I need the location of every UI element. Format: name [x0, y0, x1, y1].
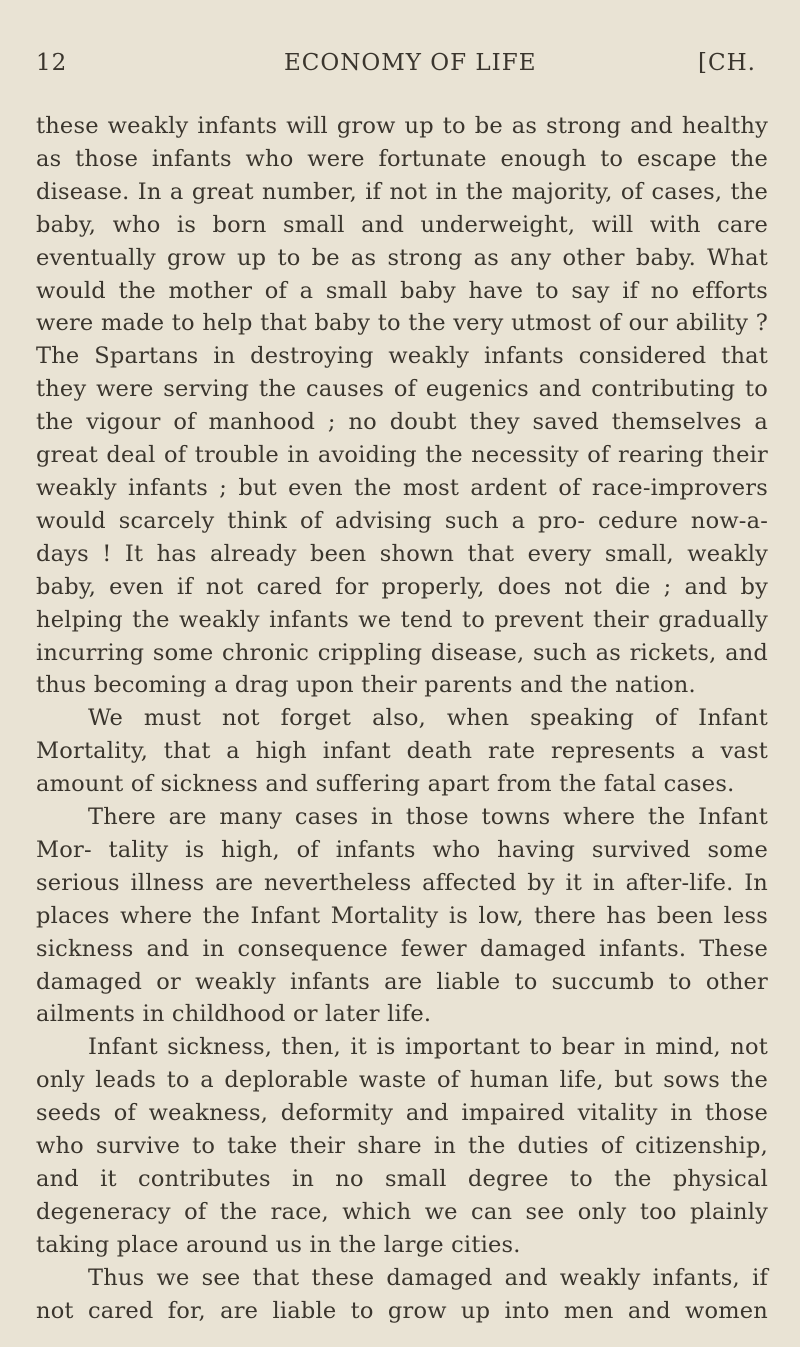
paragraph: these weakly infants will grow up to be as strong and healthy as those infants who were fortunate enough to escape the disease. In a great number, if not in the majority, of cases, the baby, who is born small and underweight, will with care eventually grow up to be as strong as any other baby. What would the mother of a small baby have to say if no efforts were made to help that baby to the very utmost of our ability ? The Spartans in destroying weakly infants considered that they were serving the causes of eugenics and contributing to the vigour of manhood ; no doubt they saved themselves a great deal of trouble in avoiding the necessity of rearing their weakly infants ; but even the most ardent of race-improvers would scarcely think of advising such a pro- cedure now-a-days ! It has already been shown that every small, weakly baby, even if not cared for properly, does not die ; and by helping the weakly infants we tend to prevent their gradually incurring some chronic crippling disease, such as rickets, and thus becoming a drag upon their parents and the nation. [36, 113, 768, 699]
paragraph: Thus we see that these damaged and weakly infants, if not cared for, are liable to grow up into men and women [36, 1264, 768, 1324]
paragraph: We must not forget also, when speaking of Infant Mortality, that a high infant death rate represents a vast amount of sickness and suffering apart from the fatal cases. [36, 705, 768, 798]
paragraph: There are many cases in those towns where the Infant Mor- tality is high, of infants who having survived some serious illness are nevertheless affected by it in after-life. In places where the Infant Mortality is low, there has been less sickness and in consequence fewer damaged infants. These damaged or weakly infants are liable to succumb to other ailments in childhood or later life. [36, 804, 768, 1028]
paragraph: Infant sickness, then, it is important to bear in mind, not only leads to a deplorable waste of human life, but sows the seeds of weakness, deformity and impaired vitality in those who survive to take their share in the duties of citizenship, and it contributes in no small degree to the physical degeneracy of the race, which we can see only too plainly taking place around us in the large cities. [36, 1034, 768, 1258]
running-title: ECONOMY OF LIFE [284, 50, 537, 76]
chapter-marker: [CH. [698, 50, 756, 76]
page-body [36, 110, 768, 1328]
running-header [36, 50, 764, 80]
page-number: 12 [36, 50, 68, 76]
